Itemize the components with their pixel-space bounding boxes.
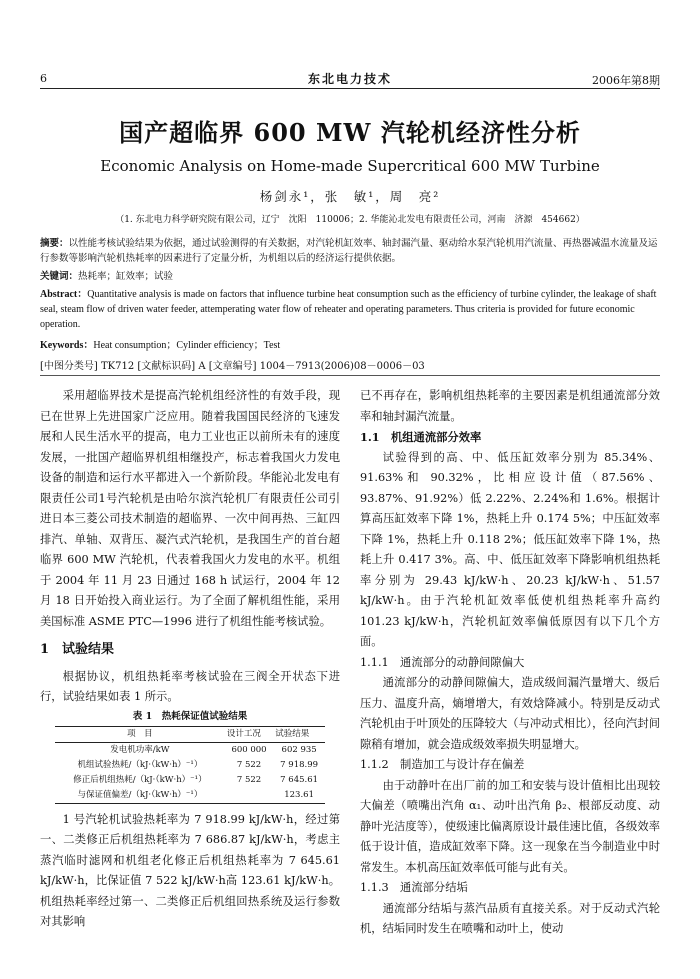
table-row xyxy=(55,742,325,758)
english-title: Economic Analysis on Home-made Supercritical 600 MW Turbine xyxy=(100,157,600,175)
abstract-cn-text: 以性能考核试验结果为依据，通过试验测得的有关数据，对汽轮机缸效率、轴封漏汽量、驱动给水泵汽轮机用汽流量、再热器减温水流量及运行参数等影响汽轮机热耗率的因素进行了定量分析，为机组以后的经济运行提供依据。 xyxy=(40,238,658,264)
issue-label: 2006年第8期 xyxy=(592,74,660,87)
subsection-1-1-1-paragraph: 通流部分的动静间隙偏大，造成级间漏汽量增大、级后压力、温度升高，熵增增大，有效焓降减小。特别是反动式汽轮机由于叶顶处的压降较大（与冲动式相比），径向汽封间隙稍有增加，就会造成级效率损失明显增大。 xyxy=(360,676,660,751)
table-row xyxy=(55,773,325,788)
page-number: 6 xyxy=(40,72,47,85)
table-row xyxy=(55,758,325,773)
keywords-en-label: Keywords： xyxy=(40,340,94,351)
section-heading-1: 1 试验结果 xyxy=(40,642,115,657)
continued-paragraph: 已不再存在，影响机组热耗率的主要因素是机组通流部分效率和轴封漏汽流量。 xyxy=(360,389,660,423)
abstract-cn-label: 摘要： xyxy=(40,238,69,249)
table-header: 项 目 xyxy=(55,726,225,742)
table-header: 设计工况 xyxy=(225,726,273,742)
abstract-cn xyxy=(40,236,660,266)
subsection-heading-1-1: 1.1 机组通流部分效率 xyxy=(360,430,482,444)
table-header: 试验结果 xyxy=(273,726,325,742)
article-title: 国产超临界 600 MW 汽轮机经济性分析 xyxy=(119,118,581,147)
table-cell: 7 645.61 xyxy=(280,774,319,785)
table-cell: 机组试验热耗/（kJ·（kW·h）⁻¹） xyxy=(77,759,203,770)
keywords-en-text: Heat consumption；Cylinder efficiency；Test xyxy=(93,340,281,351)
results-paragraph: 1 号汽轮机试验热耗率为 7 918.99 kJ/kW·h，经过第一、二类修正后机组热耗率为 7 686.87 kJ/kW·h，考虑主蒸汽临时滤网和机组老化修正后机组热耗率为 7 645.61 kJ/kW·h，比保证值 7 522 kJ/kW·h高 123.61 kJ/kW·h。机组热耗率经过第一、二类修正后机组回热系统及运行参数对其影响 xyxy=(40,812,340,928)
subsection-1-1-paragraph: 试验得到的高、中、低压缸效率分别为 85.34%、91.63%和 90.32%，比相应设计值（87.56%、93.87%、91.92%）低 2.22%、2.24%和 1.6%。根据计算高压缸效率下降 1%，热耗上升 0.174 5%；中压缸效率下降 1%，热耗上升 0.118 2%；低压缸效率下降 1%，热耗上升 0.417 3%。高、中、低压缸效率下降影响机组热耗率分别为 29.43 kJ/kW·h、20.23 kJ/kW·h、51.57 kJ/kW·h。由于汽轮机缸效率低使机组热耗率升高约 101.23 kJ/kW·h，汽轮机缸效率偏低原因有以下几个方面。 xyxy=(360,450,660,648)
keywords-cn xyxy=(40,269,660,284)
subsection-1-1-2-paragraph: 由于动静叶在出厂前的加工和安装与设计值相比出现较大偏差（喷嘴出汽角 α₁、动叶出汽角 β₂、根部反动度、动静叶光洁度等），使级速比偏离原设计最佳速比值，各级效率低于设计值，造成缸效率下降。这一现象在当今制造业中时常发生。本机高压缸效率低可能与此有关。 xyxy=(360,778,660,874)
table-caption: 表 1 热耗保证值试验结果 xyxy=(132,710,248,722)
keywords-cn-text: 热耗率；缸效率；试验 xyxy=(78,271,174,282)
abstract-en-text: Quantitative analysis is made on factors that influence turbine heat consumption such as the efficiency of turbine cylinder, the leakage of shaft seal, steam flow of driven water feeder, attemperating water flow of reheater and operating parameters. Thus criteria is provided for future economic operation. xyxy=(40,289,657,330)
subsection-heading-1-1-1: 1.1.1 通流部分的动静间隙偏大 xyxy=(360,655,525,669)
authors: 杨剑永¹，张 敏¹，周 亮² xyxy=(259,189,441,204)
table-cell xyxy=(225,788,273,804)
classification-line: [中图分类号] TK712 [文献标识码] A [文章编号] 1004－7913(2006)08－0006－03 xyxy=(40,357,660,376)
table-cell: 修正后机组热耗/（kJ·（kW·h）⁻¹） xyxy=(73,774,207,785)
section1-paragraph: 根据协议，机组热耗率考核试验在三阀全开状态下进行，试验结果如表 1 所示。 xyxy=(40,669,340,703)
subsection-heading-1-1-3: 1.1.3 通流部分结垢 xyxy=(360,881,468,894)
table-cell: 7 918.99 xyxy=(280,759,319,770)
intro-paragraph: 采用超临界技术是提高汽轮机组经济性的有效手段，现已在世界上先进国家广泛应用。随着我国国民经济的飞速发展和人民生活水平的提高，电力工业也正以前所未有的速度发展，一批国产超临界机组相继投产，标志着我国火力发电设备的制造和运行水平都进入一个新阶段。华能沁北发电有限责任公司1号汽轮机是由哈尔滨汽轮机厂有限责任公司引进日本三菱公司技术制造的超临界、一次中间再热、三缸四排汽、单轴、双背压、凝汽式汽轮机，是我国生产的首台超临界 600 MW 汽轮机，代表着我国火力发电的水平。机组于 2004 年 11 月 23 日通过 168 h 试运行，2004 年 12 月 18 日开始投入商业运行。为了全面了解机组性能，采用美国标准 ASME PTC—1996 进行了机组性能考核试验。 xyxy=(40,389,340,628)
left-column xyxy=(40,386,340,933)
table-row xyxy=(55,788,325,804)
right-column xyxy=(360,386,660,940)
table-cell: 与保证值偏差/（kJ·（kW·h）⁻¹） xyxy=(55,788,225,804)
keywords-cn-label: 关键词： xyxy=(40,271,79,282)
table-cell: 发电机功率/kW xyxy=(110,744,170,755)
abstract-en xyxy=(40,287,660,332)
subsection-1-1-3-paragraph: 通流部分结垢与蒸汽品质有直接关系。对于反动式汽轮机，结垢同时发生在喷嘴和动叶上，使动 xyxy=(360,901,660,935)
table-cell: 600 000 xyxy=(231,744,267,755)
journal-name: 东北电力技术 xyxy=(307,72,392,86)
table-cell: 7 522 xyxy=(236,759,262,770)
table-header-row xyxy=(55,726,325,742)
table-cell: 602 935 xyxy=(281,744,317,755)
table-cell: 7 522 xyxy=(236,774,262,785)
running-header xyxy=(40,70,660,89)
subsection-heading-1-1-2: 1.1.2 制造加工与设计存在偏差 xyxy=(360,758,525,771)
affiliation: （1. 东北电力科学研究院有限公司，辽宁 沈阳 110006；2. 华能沁北发电有限责任公司，河南 济源 454662） xyxy=(115,215,585,225)
table-cell: 123.61 xyxy=(273,788,325,804)
results-table xyxy=(55,726,325,804)
abstract-en-label: Abstract： xyxy=(40,289,88,300)
keywords-en xyxy=(40,338,660,353)
